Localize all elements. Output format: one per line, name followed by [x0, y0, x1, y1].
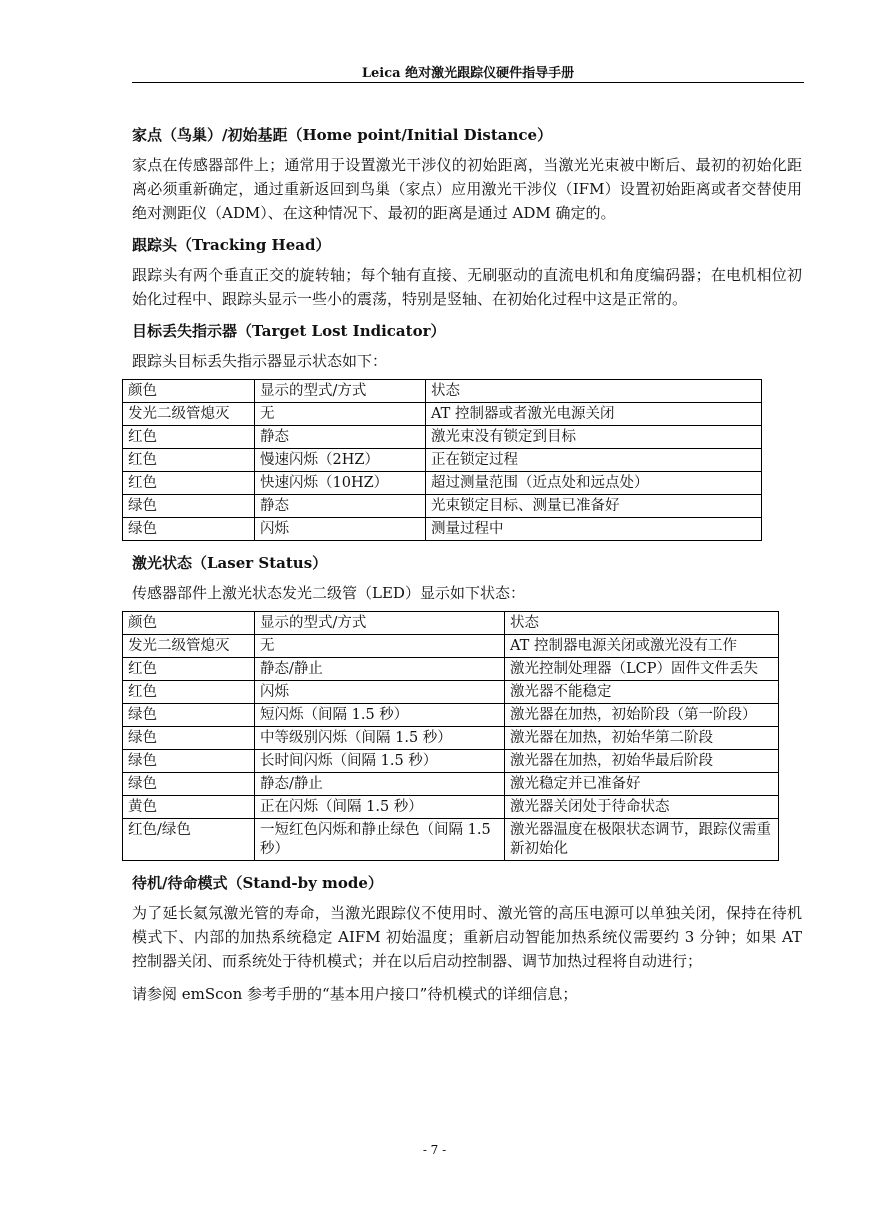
table-cell: 无 — [255, 403, 426, 426]
table-cell: 发光二级管熄灭 — [123, 635, 255, 658]
table-cell: 超过测量范围（近点处和远点处） — [426, 472, 762, 495]
table-cell: 测量过程中 — [426, 518, 762, 541]
table-cell: 闪烁 — [255, 681, 505, 704]
table-cell: 显示的型式/方式 — [255, 612, 505, 635]
table-row — [123, 819, 779, 861]
table-cell: 发光二级管熄灭 — [123, 403, 255, 426]
table-cell: 红色/绿色 — [123, 819, 255, 861]
table-cell: 长时间闪烁（间隔 1.5 秒） — [255, 750, 505, 773]
table-cell: 静态/静止 — [255, 658, 505, 681]
paragraph-standby-note: 请参阅 emScon 参考手册的“基本用户接口”待机模式的详细信息； — [132, 985, 578, 1003]
table-row — [123, 773, 779, 796]
table-row — [123, 635, 779, 658]
header-rule — [132, 82, 804, 83]
table-row — [123, 750, 779, 773]
table-cell: 激光器在加热，初始华第二阶段 — [505, 727, 779, 750]
heading-target-lost: 目标丢失指示器（Target Lost Indicator） — [132, 322, 446, 340]
paragraph-standby-mode: 为了延长氦氖激光管的寿命，当激光跟踪仪不使用时、激光管的高压电源可以单独关闭，保持在待机模式下、内部的加热系统稳定 AIFM 初始温度；重新启动智能加热系统仪需要约 3 分钟；如果 AT 控制器关闭、而系统处于待机模式；并在以后启动控制器、调节加热过程将自动进行； — [132, 904, 802, 970]
running-header: Leica 绝对激光跟踪仪硬件指导手册 — [361, 66, 575, 81]
table-row — [123, 426, 762, 449]
table-row — [123, 449, 762, 472]
table-cell: 绿色 — [123, 750, 255, 773]
table-cell: 激光器在加热，初始阶段（第一阶段） — [505, 704, 779, 727]
table-cell: 红色 — [123, 449, 255, 472]
table-row — [123, 518, 762, 541]
table-cell: 状态 — [505, 612, 779, 635]
table-cell: 绿色 — [123, 518, 255, 541]
table-header-row — [123, 380, 762, 403]
table-cell: 短闪烁（间隔 1.5 秒） — [255, 704, 505, 727]
table-cell: 红色 — [123, 658, 255, 681]
table-cell: 快速闪烁（10HZ） — [255, 472, 426, 495]
table-cell: 激光器不能稳定 — [505, 681, 779, 704]
table-cell: AT 控制器或者激光电源关闭 — [426, 403, 762, 426]
table-row — [123, 403, 762, 426]
table-cell: 激光控制处理器（LCP）固件文件丢失 — [505, 658, 779, 681]
table-cell: 慢速闪烁（2HZ） — [255, 449, 426, 472]
table-cell: 激光束没有锁定到目标 — [426, 426, 762, 449]
table-cell: 绿色 — [123, 727, 255, 750]
table-cell: 光束锁定目标、测量已准备好 — [426, 495, 762, 518]
page-number: - 7 - — [422, 1143, 447, 1157]
table-row — [123, 658, 779, 681]
table-cell: 静态 — [255, 495, 426, 518]
table-row — [123, 704, 779, 727]
table-cell: 红色 — [123, 681, 255, 704]
table-header-row — [123, 612, 779, 635]
table-cell: 状态 — [426, 380, 762, 403]
table-row — [123, 472, 762, 495]
paragraph-tracking-head: 跟踪头有两个垂直正交的旋转轴；每个轴有直接、无刷驱动的直流电机和角度编码器；在电机相位初始化过程中、跟踪头显示一些小的震荡，特别是竖轴、在初始化过程中这是正常的。 — [132, 266, 802, 308]
page-body — [128, 124, 802, 1015]
table-cell: 红色 — [123, 472, 255, 495]
heading-tracking-head: 跟踪头（Tracking Head） — [132, 236, 331, 254]
table-cell: 无 — [255, 635, 505, 658]
paragraph-home-point: 家点在传感器部件上；通常用于设置激光干涉仪的初始距离，当激光光束被中断后、最初的初始化距离必须重新确定，通过重新返回到鸟巢（家点）应用激光干涉仪（IFM）设置初始距离或者交替使用绝对测距仪（ADM）、在这种情况下、最初的距离是通过 ADM 确定的。 — [132, 156, 802, 222]
table-cell: 静态 — [255, 426, 426, 449]
table-row — [123, 796, 779, 819]
table-cell: 黄色 — [123, 796, 255, 819]
table-row — [123, 727, 779, 750]
table-cell: 颜色 — [123, 380, 255, 403]
table-cell: 红色 — [123, 426, 255, 449]
table-row — [123, 495, 762, 518]
laser-status-table — [122, 611, 779, 861]
table-cell: AT 控制器电源关闭或激光没有工作 — [505, 635, 779, 658]
table-cell: 激光器在加热，初始华最后阶段 — [505, 750, 779, 773]
table-cell: 中等级别闪烁（间隔 1.5 秒） — [255, 727, 505, 750]
table-cell: 一短红色闪烁和静止绿色（间隔 1.5 秒） — [255, 819, 505, 861]
table-cell: 显示的型式/方式 — [255, 380, 426, 403]
heading-standby-mode: 待机/待命模式（Stand-by mode） — [132, 874, 383, 892]
table-cell: 绿色 — [123, 773, 255, 796]
table-cell: 静态/静止 — [255, 773, 505, 796]
intro-target-lost: 跟踪头目标丢失指示器显示状态如下： — [132, 352, 388, 370]
target-lost-table — [122, 379, 762, 541]
table-cell: 激光器温度在极限状态调节，跟踪仪需重新初始化 — [505, 819, 779, 861]
table-cell: 激光稳定并已准备好 — [505, 773, 779, 796]
table-cell: 正在锁定过程 — [426, 449, 762, 472]
table-cell: 颜色 — [123, 612, 255, 635]
table-row — [123, 681, 779, 704]
table-cell: 绿色 — [123, 495, 255, 518]
table-cell: 正在闪烁（间隔 1.5 秒） — [255, 796, 505, 819]
table-cell: 激光器关闭处于待命状态 — [505, 796, 779, 819]
intro-laser-status: 传感器部件上激光状态发光二级管（LED）显示如下状态： — [132, 584, 525, 602]
heading-laser-status: 激光状态（Laser Status） — [132, 554, 328, 572]
table-cell: 绿色 — [123, 704, 255, 727]
table-cell: 闪烁 — [255, 518, 426, 541]
heading-home-point: 家点（鸟巢）/初始基距（Home point/Initial Distance） — [132, 126, 553, 144]
